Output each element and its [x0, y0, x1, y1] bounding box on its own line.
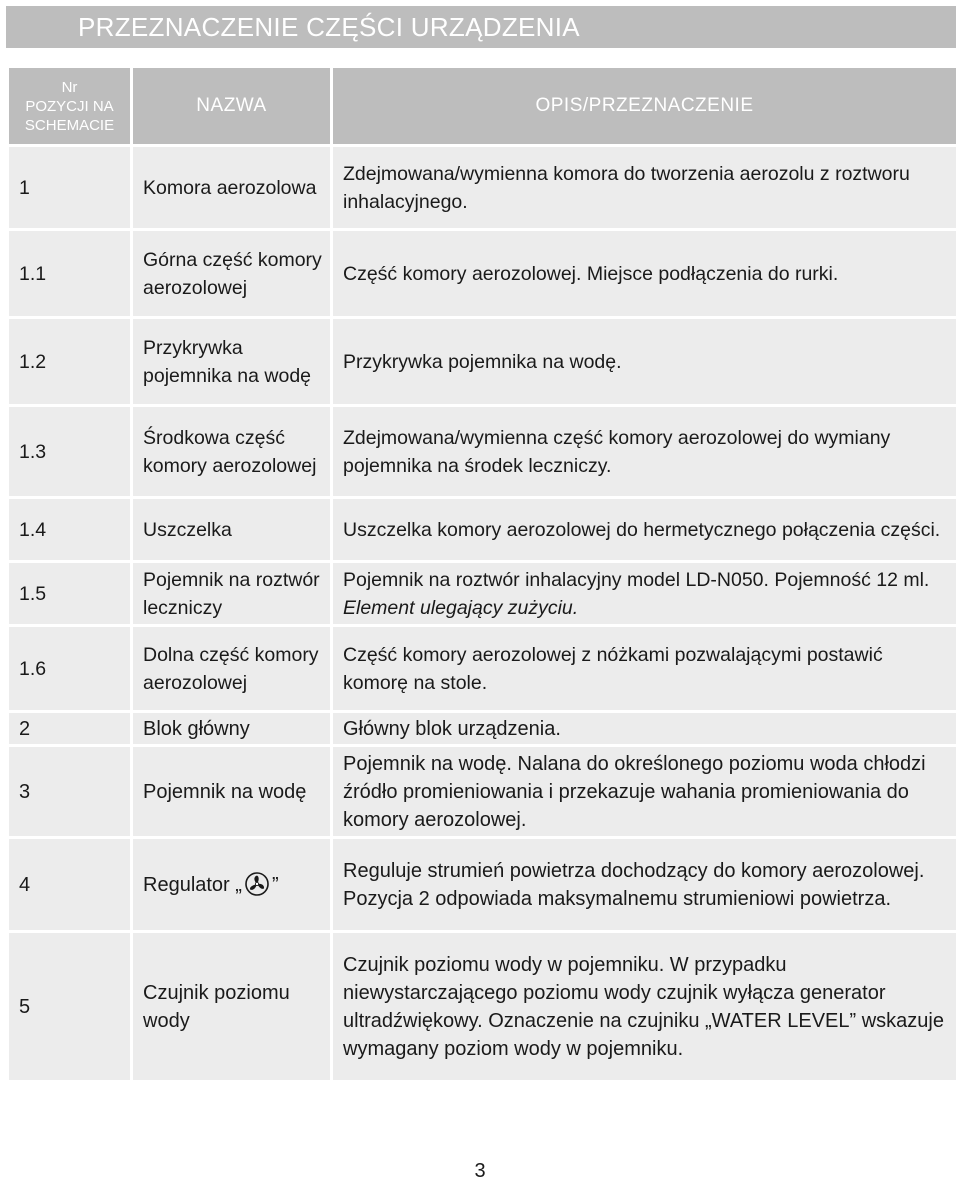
table-row [8, 746, 958, 838]
column-header-number-line: Nr [61, 78, 78, 96]
row-description: Przykrywka pojemnika na wodę. [332, 318, 958, 406]
row-description [332, 562, 958, 626]
row-name-text: Regulator [143, 873, 230, 896]
row-name: Górna część komory aerozolowej [132, 230, 332, 318]
row-name: Uszczelka [132, 498, 332, 562]
row-number: 4 [8, 838, 132, 932]
row-name: Pojemnik na wodę [132, 746, 332, 838]
open-quote: „ [235, 873, 242, 896]
row-number: 1 [8, 146, 132, 230]
row-description: Czujnik poziomu wody w pojemniku. W przypadku niewystarczającego poziomu wody czujnik wyłącza generator ultradźwiękowy. Oznaczenie na czujniku „WATER LEVEL” wskazuje wymagany poziom wody w pojemniku. [332, 932, 958, 1082]
row-number: 1.6 [8, 626, 132, 712]
row-description: Główny blok urządzenia. [332, 712, 958, 746]
row-name: Komora aerozolowa [132, 146, 332, 230]
fan-icon [245, 872, 269, 896]
row-description: Zdejmowana/wymienna komora do tworzenia aerozolu z roztworu inhalacyjnego. [332, 146, 958, 230]
column-header-description: OPIS/PRZEZNACZENIE [332, 68, 958, 146]
row-description: Część komory aerozolowej z nóżkami pozwalającymi postawić komorę na stole. [332, 626, 958, 712]
row-name: Przykrywka pojemnika na wodę [132, 318, 332, 406]
table-header-row [8, 68, 958, 146]
page-number: 3 [474, 1160, 486, 1182]
row-description-text: Pojemnik na roztwór inhalacyjny model LD-N050. Pojemność 12 ml. [343, 568, 930, 591]
table-row [8, 562, 958, 626]
table-row [8, 712, 958, 746]
row-number: 1.2 [8, 318, 132, 406]
row-name: Środkowa część komory aerozolowej [132, 406, 332, 498]
column-header-number-line: POZYCJI NA [25, 97, 114, 115]
table-row [8, 626, 958, 712]
row-number: 5 [8, 932, 132, 1082]
column-header-name: NAZWA [132, 68, 332, 146]
row-description: Część komory aerozolowej. Miejsce podłączenia do rurki. [332, 230, 958, 318]
row-number: 3 [8, 746, 132, 838]
table-row [8, 838, 958, 932]
row-description-italic-note: Element ulegający zużyciu. [343, 596, 579, 619]
close-quote: ” [271, 873, 279, 896]
row-description: Pojemnik na wodę. Nalana do określonego poziomu woda chłodzi źródło promieniowania i przekazuje wahania promieniowania do komory aerozolowej. [332, 746, 958, 838]
column-header-number [8, 68, 132, 146]
parts-table [6, 68, 959, 1083]
row-description: Reguluje strumień powietrza dochodzący do komory aerozolowej. Pozycja 2 odpowiada maksymalnemu strumieniowi powietrza. [332, 838, 958, 932]
row-number: 1.1 [8, 230, 132, 318]
table-row [8, 146, 958, 230]
row-description: Zdejmowana/wymienna część komory aerozolowej do wymiany pojemnika na środek leczniczy. [332, 406, 958, 498]
table-row [8, 498, 958, 562]
table-row [8, 230, 958, 318]
table-row [8, 406, 958, 498]
row-name: Blok główny [132, 712, 332, 746]
table-row [8, 932, 958, 1082]
row-number: 2 [8, 712, 132, 746]
row-name: Czujnik poziomu wody [132, 932, 332, 1082]
column-header-number-line: SCHEMACIE [24, 116, 115, 134]
row-number: 1.4 [8, 498, 132, 562]
row-name: Dolna część komory aerozolowej [132, 626, 332, 712]
row-name: Pojemnik na roztwór leczniczy [132, 562, 332, 626]
row-name [132, 838, 332, 932]
row-number: 1.5 [8, 562, 132, 626]
page-title: PRZEZNACZENIE CZĘŚCI URZĄDZENIA [6, 6, 956, 48]
table-row [8, 318, 958, 406]
row-description: Uszczelka komory aerozolowej do hermetycznego połączenia części. [332, 498, 958, 562]
row-number: 1.3 [8, 406, 132, 498]
